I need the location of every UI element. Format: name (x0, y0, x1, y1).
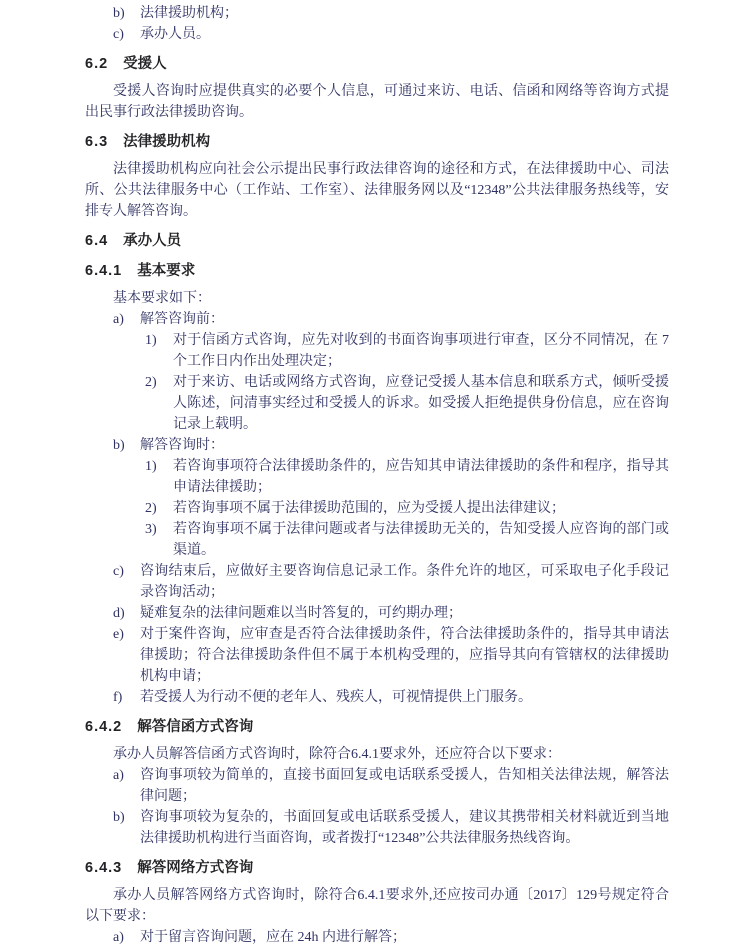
clause-item-b (85, 807, 669, 849)
subclause-item-2 (85, 372, 669, 435)
clause-item-d (85, 603, 669, 624)
section-heading-6-4-1 (85, 260, 669, 282)
clause-marker: a) (113, 768, 124, 783)
body-paragraph: 承办人员解答信函方式咨询时，除符合6.4.1要求外，还应符合以下要求： (113, 747, 561, 762)
clause-item-b (85, 435, 669, 456)
section-number: 6.3 (85, 134, 109, 150)
clause-item-c (85, 24, 669, 45)
clause-item-e (85, 624, 669, 687)
section-title: 解答网络方式咨询 (137, 860, 254, 876)
clause-text: 咨询结束后，应做好主要咨询信息记录工作。条件允许的地区，可采取电子化手段记录咨询活动； (140, 564, 669, 600)
clause-marker: a) (113, 930, 124, 945)
section-title: 解答信函方式咨询 (137, 719, 254, 735)
clause-item-a (85, 927, 669, 948)
subclause-text: 对于来访、电话或网络方式咨询，应登记受援人基本信息和联系方式，倾听受援人陈述，问清事实经过和受援人的诉求。如受援人拒绝提供身份信息，应在咨询记录上载明。 (173, 375, 669, 432)
subclause-item-1 (85, 330, 669, 372)
section-title: 受援人 (123, 56, 167, 72)
clause-text: 疑难复杂的法律问题难以当时答复的，可约期办理； (140, 606, 462, 621)
clause-marker: e) (113, 627, 124, 642)
subclause-marker: 2) (145, 501, 157, 516)
clause-item-f (85, 687, 669, 708)
clause-marker: d) (113, 606, 125, 621)
body-paragraph: 承办人员解答网络方式咨询时，除符合6.4.1要求外,还应按司办通〔2017〕129号规定符合以下要求： (85, 888, 669, 924)
section-number: 6.4 (85, 233, 109, 249)
clause-text: 解答咨询时： (140, 438, 224, 453)
clause-item-a (85, 765, 669, 807)
clause-text: 咨询事项较为复杂的，书面回复或电话联系受援人，建议其携带相关材料就近到当地法律援助机构进行当面咨询，或者拨打“12348”公共法律服务热线咨询。 (140, 810, 669, 846)
subclause-item-1 (85, 456, 669, 498)
clause-item-c (85, 561, 669, 603)
subclause-text: 对于信函方式咨询，应先对收到的书面咨询事项进行审查，区分不同情况，在 7 个工作日内作出处理决定； (173, 333, 669, 369)
clause-marker: f) (113, 690, 123, 705)
clause-marker: b) (113, 810, 125, 825)
body-paragraph: 受援人咨询时应提供真实的必要个人信息，可通过来访、电话、信函和网络等咨询方式提出民事行政法律援助咨询。 (85, 84, 669, 120)
clause-text: 承办人员。 (140, 27, 210, 42)
clause-text: 若受援人为行动不便的老年人、残疾人，可视情提供上门服务。 (140, 690, 532, 705)
section-title: 法律援助机构 (123, 134, 211, 150)
subclause-marker: 1) (145, 333, 157, 348)
body-paragraph: 法律援助机构应向社会公示提出民事行政法律咨询的途径和方式，在法律援助中心、司法所、公共法律服务中心（工作站、工作室）、法律服务网以及“12348”公共法律服务热线等，安排专人解答咨询。 (85, 162, 669, 219)
section-number: 6.2 (85, 56, 109, 72)
section-title: 承办人员 (123, 233, 182, 249)
clause-marker: a) (113, 312, 124, 327)
body-paragraph: 基本要求如下： (113, 291, 211, 306)
clause-marker: b) (113, 438, 125, 453)
subclause-marker: 1) (145, 459, 157, 474)
clause-item-a (85, 309, 669, 330)
clause-marker: c) (113, 564, 124, 579)
clause-text: 解答咨询前： (140, 312, 224, 327)
clause-marker: c) (113, 27, 124, 42)
section-heading-6-4 (85, 230, 669, 252)
section-number: 6.4.1 (85, 263, 123, 279)
section-heading-6-4-3 (85, 857, 669, 879)
section-heading-6-3 (85, 131, 669, 153)
clause-text: 法律援助机构； (140, 6, 238, 21)
subclause-text: 若咨询事项不属于法律援助范围的，应为受援人提出法律建议； (173, 501, 565, 516)
document-content (85, 3, 669, 948)
section-heading-6-2 (85, 53, 669, 75)
subclause-marker: 2) (145, 375, 157, 390)
section-number: 6.4.2 (85, 719, 123, 735)
clause-text: 咨询事项较为简单的，直接书面回复或电话联系受援人，告知相关法律法规，解答法律问题； (140, 768, 669, 804)
subclause-item-2 (85, 498, 669, 519)
subclause-item-3 (85, 519, 669, 561)
subclause-marker: 3) (145, 522, 157, 537)
clause-text: 对于留言咨询问题，应在 24h 内进行解答； (140, 930, 406, 945)
clause-marker: b) (113, 6, 125, 21)
clause-text: 对于案件咨询，应审查是否符合法律援助条件，符合法律援助条件的，指导其申请法律援助；符合法律援助条件但不属于本机构受理的，应指导其向有管辖权的法律援助机构申请； (140, 627, 669, 684)
subclause-text: 若咨询事项不属于法律问题或者与法律援助无关的，告知受援人应咨询的部门或渠道。 (173, 522, 669, 558)
section-title: 基本要求 (137, 263, 196, 279)
clause-item-b (85, 3, 669, 24)
section-heading-6-4-2 (85, 716, 669, 738)
section-number: 6.4.3 (85, 860, 123, 876)
subclause-text: 若咨询事项符合法律援助条件的，应告知其申请法律援助的条件和程序，指导其申请法律援助； (173, 459, 669, 495)
